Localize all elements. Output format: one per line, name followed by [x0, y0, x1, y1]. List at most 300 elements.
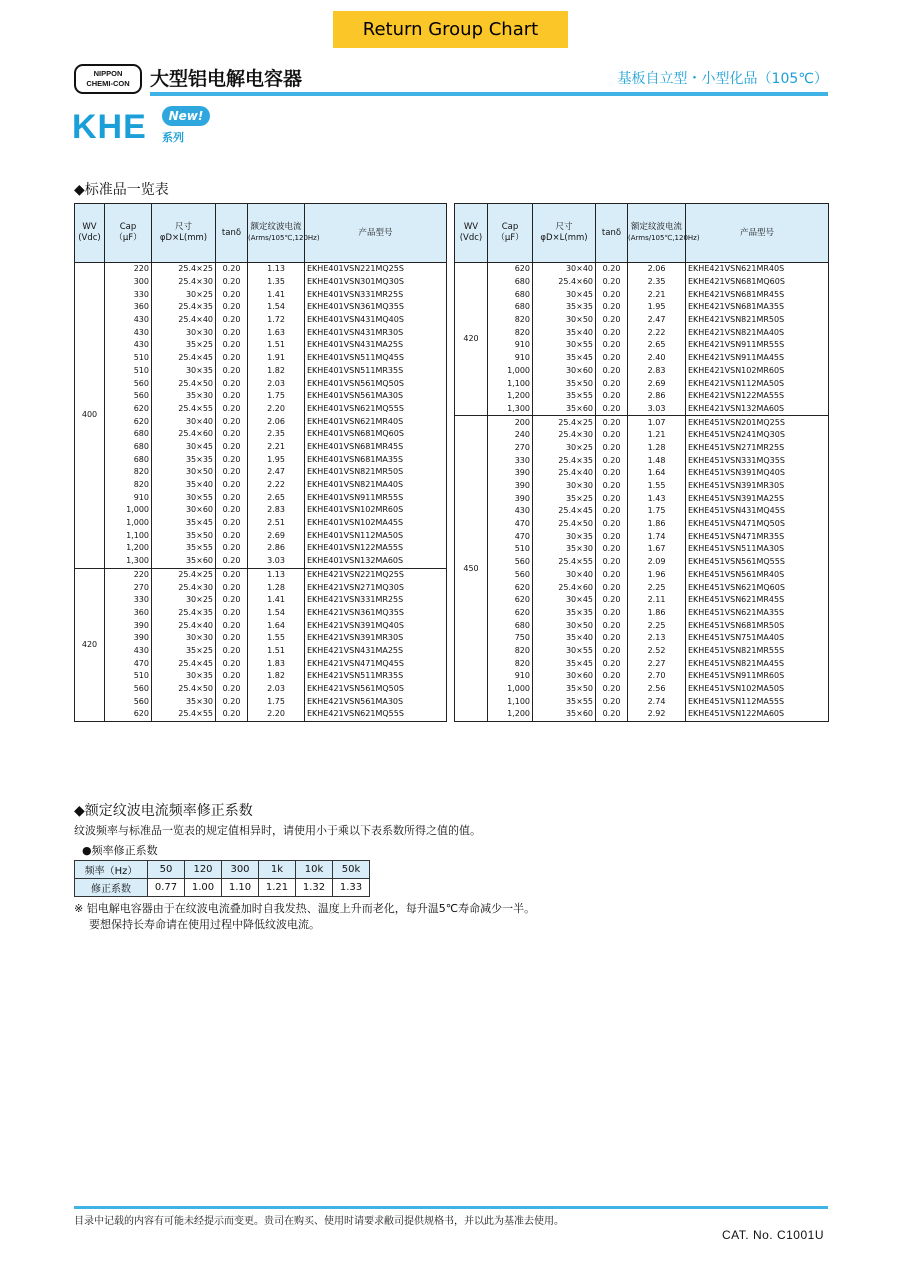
freq-row-label: 频率（Hz） [75, 861, 148, 879]
ripple-cell: 1.86 [628, 518, 686, 531]
part-number-cell: EKHE421VSN911MR55S [686, 339, 829, 352]
part-number-cell: EKHE421VSN561MA30S [305, 695, 447, 708]
tan-cell: 0.20 [596, 416, 628, 429]
part-number-cell: EKHE451VSN471MR35S [686, 530, 829, 543]
cap-cell: 680 [488, 301, 533, 314]
ripple-cell: 1.41 [248, 594, 305, 607]
size-cell: 25.4×40 [152, 619, 216, 632]
size-cell: 30×60 [533, 365, 596, 378]
ripple-cell: 1.07 [628, 416, 686, 429]
part-number-cell: EKHE451VSN821MA45S [686, 657, 829, 670]
cap-cell: 680 [105, 428, 152, 441]
table-row [75, 403, 447, 416]
cap-cell: 910 [488, 339, 533, 352]
footer-divider [74, 1206, 828, 1209]
tan-cell: 0.20 [596, 607, 628, 620]
col-tan: tanδ [216, 204, 248, 263]
ripple-cell: 1.54 [248, 607, 305, 620]
part-number-cell: EKHE451VSN751MA40S [686, 632, 829, 645]
size-cell: 30×40 [152, 415, 216, 428]
tan-cell: 0.20 [596, 352, 628, 365]
tan-cell: 0.20 [216, 670, 248, 683]
tan-cell: 0.20 [216, 581, 248, 594]
part-number-cell: EKHE401VSN431MR30S [305, 326, 447, 339]
size-cell: 30×50 [533, 619, 596, 632]
ripple-cell: 1.75 [248, 390, 305, 403]
size-cell: 30×40 [533, 263, 596, 276]
ripple-cell: 1.13 [248, 568, 305, 581]
cap-cell: 360 [105, 301, 152, 314]
table-row [75, 645, 447, 658]
part-number-cell: EKHE401VSN431MQ40S [305, 314, 447, 327]
coefficient-cell: 1.32 [296, 879, 333, 897]
tan-cell: 0.20 [216, 403, 248, 416]
tan-cell: 0.20 [216, 555, 248, 568]
table-row [75, 301, 447, 314]
cap-cell: 240 [488, 429, 533, 442]
freq-description: 纹波频率与标准品一览表的规定值相异时，请使用小于乘以下表系数所得之值的值。 [74, 824, 481, 837]
cap-cell: 560 [105, 695, 152, 708]
size-cell: 35×30 [533, 543, 596, 556]
tan-cell: 0.20 [216, 339, 248, 352]
part-number-cell: EKHE421VSN911MA45S [686, 352, 829, 365]
table-row [455, 556, 829, 569]
part-number-cell: EKHE401VSN511MR35S [305, 365, 447, 378]
freq-cell: 50k [333, 861, 370, 879]
ripple-cell: 2.51 [248, 517, 305, 530]
ripple-cell: 2.86 [628, 390, 686, 403]
part-number-cell: EKHE451VSN102MA50S [686, 683, 829, 696]
table-row [455, 352, 829, 365]
col-wv: WV (Vdc) [455, 204, 488, 263]
size-cell: 30×35 [152, 365, 216, 378]
tan-cell: 0.20 [216, 326, 248, 339]
size-cell: 35×35 [152, 453, 216, 466]
size-cell: 35×45 [533, 352, 596, 365]
table-row [455, 581, 829, 594]
size-cell: 30×60 [152, 504, 216, 517]
return-group-chart-button[interactable]: Return Group Chart [333, 11, 568, 48]
cap-cell: 510 [105, 670, 152, 683]
ripple-cell: 2.09 [628, 556, 686, 569]
table-row [455, 657, 829, 670]
cap-cell: 820 [105, 479, 152, 492]
wv-cell: 420 [75, 568, 105, 721]
cap-cell: 330 [105, 594, 152, 607]
size-cell: 35×40 [152, 479, 216, 492]
col-tan: tanδ [596, 204, 628, 263]
ripple-cell: 1.67 [628, 543, 686, 556]
tan-cell: 0.20 [596, 326, 628, 339]
lifetime-note [74, 901, 535, 933]
part-number-cell: EKHE401VSN431MA25S [305, 339, 447, 352]
cap-cell: 510 [105, 365, 152, 378]
ripple-cell: 1.51 [248, 339, 305, 352]
ripple-cell: 2.92 [628, 708, 686, 721]
tan-cell: 0.20 [216, 645, 248, 658]
size-cell: 25.4×45 [152, 657, 216, 670]
size-cell: 35×55 [152, 542, 216, 555]
tan-cell: 0.20 [596, 403, 628, 416]
ripple-cell: 2.21 [628, 288, 686, 301]
size-cell: 30×25 [533, 442, 596, 455]
size-cell: 25.4×30 [533, 429, 596, 442]
part-number-cell: EKHE451VSN681MR50S [686, 619, 829, 632]
size-cell: 25.4×25 [152, 263, 216, 276]
table-row [75, 326, 447, 339]
size-cell: 35×30 [152, 695, 216, 708]
size-cell: 35×35 [533, 301, 596, 314]
size-cell: 30×55 [533, 339, 596, 352]
col-wv: WV (Vdc) [75, 204, 105, 263]
table-row [75, 594, 447, 607]
part-number-cell: EKHE401VSN621MQ55S [305, 403, 447, 416]
ripple-cell: 1.41 [248, 288, 305, 301]
size-cell: 35×50 [533, 683, 596, 696]
cap-cell: 510 [488, 543, 533, 556]
size-cell: 25.4×40 [152, 314, 216, 327]
part-number-cell: EKHE421VSN511MR35S [305, 670, 447, 683]
table-row [75, 555, 447, 568]
part-number-cell: EKHE451VSN471MQ50S [686, 518, 829, 531]
nippon-chemicon-logo [74, 64, 142, 94]
tan-cell: 0.20 [216, 594, 248, 607]
cap-cell: 1,000 [105, 504, 152, 517]
tan-cell: 0.20 [596, 480, 628, 493]
tan-cell: 0.20 [596, 683, 628, 696]
tan-cell: 0.20 [596, 505, 628, 518]
cap-cell: 680 [105, 453, 152, 466]
tan-cell: 0.20 [216, 276, 248, 289]
coefficient-cell: 1.00 [185, 879, 222, 897]
size-cell: 30×45 [533, 594, 596, 607]
cap-cell: 910 [105, 491, 152, 504]
cap-cell: 430 [105, 314, 152, 327]
col-ripple: 额定纹波电流 (Arms/105℃,120Hz) [628, 204, 686, 263]
wv-cell: 400 [75, 263, 105, 569]
part-number-cell: EKHE401VSN681MR45S [305, 441, 447, 454]
part-number-cell: EKHE421VSN391MR30S [305, 632, 447, 645]
size-cell: 35×55 [533, 390, 596, 403]
part-number-cell: EKHE451VSN561MQ55S [686, 556, 829, 569]
ripple-cell: 2.22 [628, 326, 686, 339]
ripple-cell: 2.06 [628, 263, 686, 276]
standard-table-right [454, 203, 829, 722]
ripple-cell: 1.13 [248, 263, 305, 276]
size-cell: 35×25 [152, 645, 216, 658]
ripple-cell: 3.03 [628, 403, 686, 416]
part-number-cell: EKHE451VSN621MA35S [686, 607, 829, 620]
ripple-cell: 2.70 [628, 670, 686, 683]
part-number-cell: EKHE421VSN331MR25S [305, 594, 447, 607]
size-cell: 25.4×35 [152, 301, 216, 314]
cap-cell: 910 [488, 670, 533, 683]
col-ripple: 额定纹波电流 (Arms/105℃,120Hz) [248, 204, 305, 263]
standard-table-left [74, 203, 447, 722]
note-line-1: ※ 铝电解电容器由于在纹波电流叠加时自我发热、温度上升而老化，每升温5℃寿命减少一半。 [74, 902, 536, 915]
part-number-cell: EKHE421VSN621MQ55S [305, 708, 447, 721]
tan-cell: 0.20 [596, 543, 628, 556]
part-number-cell: EKHE421VSN431MA25S [305, 645, 447, 658]
size-cell: 30×55 [533, 645, 596, 658]
cap-cell: 820 [488, 326, 533, 339]
part-number-cell: EKHE451VSN391MQ40S [686, 467, 829, 480]
part-number-cell: EKHE421VSN361MQ35S [305, 607, 447, 620]
part-number-cell: EKHE401VSN221MQ25S [305, 263, 447, 276]
cap-cell: 470 [105, 657, 152, 670]
size-cell: 25.4×35 [152, 607, 216, 620]
size-cell: 35×40 [533, 326, 596, 339]
freq-correction-table [74, 860, 370, 897]
ripple-cell: 1.64 [628, 467, 686, 480]
size-cell: 30×60 [533, 670, 596, 683]
table-row [75, 390, 447, 403]
tan-cell: 0.20 [216, 517, 248, 530]
cap-cell: 430 [488, 505, 533, 518]
cap-cell: 1,300 [488, 403, 533, 416]
ripple-cell: 1.86 [628, 607, 686, 620]
size-cell: 35×55 [533, 695, 596, 708]
cap-cell: 510 [105, 352, 152, 365]
size-cell: 35×25 [152, 339, 216, 352]
ripple-cell: 1.51 [248, 645, 305, 658]
table-row [455, 377, 829, 390]
table-row [75, 632, 447, 645]
part-number-cell: EKHE421VSN221MQ25S [305, 568, 447, 581]
cap-cell: 560 [488, 569, 533, 582]
tan-cell: 0.20 [216, 390, 248, 403]
tan-cell: 0.20 [216, 441, 248, 454]
table-row [75, 288, 447, 301]
cap-cell: 620 [488, 607, 533, 620]
table-row [455, 607, 829, 620]
ripple-cell: 2.65 [248, 491, 305, 504]
cap-cell: 220 [105, 568, 152, 581]
size-cell: 25.4×30 [152, 581, 216, 594]
ripple-cell: 2.25 [628, 619, 686, 632]
part-number-cell: EKHE421VSN122MA55S [686, 390, 829, 403]
table-row [455, 695, 829, 708]
table-row [75, 683, 447, 696]
logo-line2: CHEMI-CON [86, 79, 130, 88]
ripple-cell: 2.47 [248, 466, 305, 479]
ripple-cell: 2.56 [628, 683, 686, 696]
tan-cell: 0.20 [216, 568, 248, 581]
cap-cell: 1,300 [105, 555, 152, 568]
ripple-cell: 2.83 [628, 365, 686, 378]
size-cell: 25.4×40 [533, 467, 596, 480]
part-number-cell: EKHE401VSN361MQ35S [305, 301, 447, 314]
cap-cell: 1,000 [105, 517, 152, 530]
table-row [75, 695, 447, 708]
part-number-cell: EKHE401VSN102MA45S [305, 517, 447, 530]
table-row [455, 365, 829, 378]
size-cell: 30×35 [152, 670, 216, 683]
table-row [455, 467, 829, 480]
cap-cell: 330 [488, 454, 533, 467]
ripple-cell: 2.03 [248, 377, 305, 390]
table-row [455, 683, 829, 696]
cap-cell: 430 [105, 339, 152, 352]
tan-cell: 0.20 [216, 365, 248, 378]
ripple-cell: 1.82 [248, 365, 305, 378]
ripple-cell: 2.40 [628, 352, 686, 365]
part-number-cell: EKHE451VSN821MR55S [686, 645, 829, 658]
size-cell: 25.4×45 [533, 505, 596, 518]
table-row [75, 708, 447, 721]
table-row [455, 530, 829, 543]
part-number-cell: EKHE421VSN391MQ40S [305, 619, 447, 632]
cap-cell: 1,000 [488, 683, 533, 696]
cap-cell: 470 [488, 518, 533, 531]
col-part: 产品型号 [305, 204, 447, 263]
size-cell: 30×25 [152, 594, 216, 607]
tan-cell: 0.20 [216, 314, 248, 327]
ripple-cell: 2.21 [248, 441, 305, 454]
cap-cell: 200 [488, 416, 533, 429]
tan-cell: 0.20 [596, 467, 628, 480]
tan-cell: 0.20 [596, 276, 628, 289]
ripple-cell: 2.69 [628, 377, 686, 390]
ripple-cell: 2.65 [628, 339, 686, 352]
tan-cell: 0.20 [216, 657, 248, 670]
size-cell: 25.4×25 [152, 568, 216, 581]
table-row [75, 339, 447, 352]
ripple-cell: 1.43 [628, 492, 686, 505]
tan-cell: 0.20 [216, 428, 248, 441]
freq-cell: 300 [222, 861, 259, 879]
size-cell: 35×60 [152, 555, 216, 568]
size-cell: 25.4×60 [533, 581, 596, 594]
tan-cell: 0.20 [596, 581, 628, 594]
series-label: 系列 [162, 131, 184, 144]
ripple-cell: 1.95 [248, 453, 305, 466]
table-row [75, 453, 447, 466]
cap-cell: 750 [488, 632, 533, 645]
tan-cell: 0.20 [216, 708, 248, 721]
col-size: 尺寸 φD×L(mm) [533, 204, 596, 263]
freq-cell: 50 [148, 861, 185, 879]
tan-cell: 0.20 [216, 683, 248, 696]
tan-cell: 0.20 [596, 632, 628, 645]
freq-cell: 10k [296, 861, 333, 879]
table-row [455, 708, 829, 721]
cap-cell: 560 [105, 390, 152, 403]
ripple-cell: 1.63 [248, 326, 305, 339]
size-cell: 25.4×60 [152, 428, 216, 441]
tan-cell: 0.20 [216, 695, 248, 708]
table-row [455, 429, 829, 442]
part-number-cell: EKHE401VSN301MQ30S [305, 276, 447, 289]
table-row [75, 657, 447, 670]
part-number-cell: EKHE421VSN561MQ50S [305, 683, 447, 696]
table-row [455, 454, 829, 467]
table-row [75, 263, 447, 276]
part-number-cell: EKHE401VSN112MA50S [305, 529, 447, 542]
wv-cell: 450 [455, 416, 488, 722]
size-cell: 35×45 [533, 657, 596, 670]
part-number-cell: EKHE451VSN621MQ60S [686, 581, 829, 594]
tan-cell: 0.20 [216, 301, 248, 314]
tan-cell: 0.20 [216, 377, 248, 390]
part-number-cell: EKHE401VSN621MR40S [305, 415, 447, 428]
cap-cell: 620 [488, 263, 533, 276]
cap-cell: 430 [105, 645, 152, 658]
cap-cell: 1,100 [488, 377, 533, 390]
tan-cell: 0.20 [596, 314, 628, 327]
tan-cell: 0.20 [596, 263, 628, 276]
table-row [455, 314, 829, 327]
cap-cell: 360 [105, 607, 152, 620]
cap-cell: 390 [488, 492, 533, 505]
part-number-cell: EKHE421VSN621MR40S [686, 263, 829, 276]
cap-cell: 910 [488, 352, 533, 365]
part-number-cell: EKHE451VSN391MR30S [686, 480, 829, 493]
tan-cell: 0.20 [596, 390, 628, 403]
size-cell: 35×25 [533, 492, 596, 505]
ripple-cell: 2.35 [628, 276, 686, 289]
tan-cell: 0.20 [596, 492, 628, 505]
size-cell: 30×45 [533, 288, 596, 301]
size-cell: 25.4×50 [533, 518, 596, 531]
tan-cell: 0.20 [596, 695, 628, 708]
coefficient-row [75, 879, 370, 897]
tan-cell: 0.20 [596, 442, 628, 455]
footer-disclaimer: 目录中记载的内容有可能未经提示而变更。贵司在购买、使用时请要求敝司提供规格书，并以此为基准去使用。 [74, 1216, 564, 1227]
size-cell: 35×60 [533, 403, 596, 416]
size-cell: 25.4×50 [152, 377, 216, 390]
part-number-cell: EKHE401VSN561MQ50S [305, 377, 447, 390]
cap-cell: 1,200 [105, 542, 152, 555]
table-row [455, 492, 829, 505]
ripple-cell: 2.25 [628, 581, 686, 594]
tan-cell: 0.20 [216, 288, 248, 301]
tan-cell: 0.20 [596, 670, 628, 683]
freq-correction-title: ◆额定纹波电流频率修正系数 [74, 803, 253, 819]
part-number-cell: EKHE401VSN102MR60S [305, 504, 447, 517]
ripple-cell: 2.13 [628, 632, 686, 645]
cap-cell: 620 [105, 403, 152, 416]
part-number-cell: EKHE401VSN122MA55S [305, 542, 447, 555]
table-row [75, 607, 447, 620]
part-number-cell: EKHE421VSN132MA60S [686, 403, 829, 416]
table-row [455, 543, 829, 556]
size-cell: 25.4×50 [152, 683, 216, 696]
ripple-cell: 2.52 [628, 645, 686, 658]
part-number-cell: EKHE451VSN511MA30S [686, 543, 829, 556]
freq-cell: 1k [259, 861, 296, 879]
cap-cell: 1,100 [105, 529, 152, 542]
cap-cell: 560 [488, 556, 533, 569]
ripple-cell: 1.64 [248, 619, 305, 632]
part-number-cell: EKHE421VSN821MA40S [686, 326, 829, 339]
ripple-cell: 1.21 [628, 429, 686, 442]
freq-subtitle: ●频率修正系数 [82, 844, 158, 857]
ripple-cell: 1.72 [248, 314, 305, 327]
table-row [455, 670, 829, 683]
col-part: 产品型号 [686, 204, 829, 263]
part-number-cell: EKHE401VSN132MA60S [305, 555, 447, 568]
part-number-cell: EKHE401VSN331MR25S [305, 288, 447, 301]
tan-cell: 0.20 [216, 491, 248, 504]
ripple-cell: 2.47 [628, 314, 686, 327]
cap-cell: 820 [105, 466, 152, 479]
part-number-cell: EKHE451VSN391MA25S [686, 492, 829, 505]
cap-cell: 220 [105, 263, 152, 276]
part-number-cell: EKHE451VSN561MR40S [686, 569, 829, 582]
ripple-cell: 2.83 [248, 504, 305, 517]
size-cell: 35×40 [533, 632, 596, 645]
